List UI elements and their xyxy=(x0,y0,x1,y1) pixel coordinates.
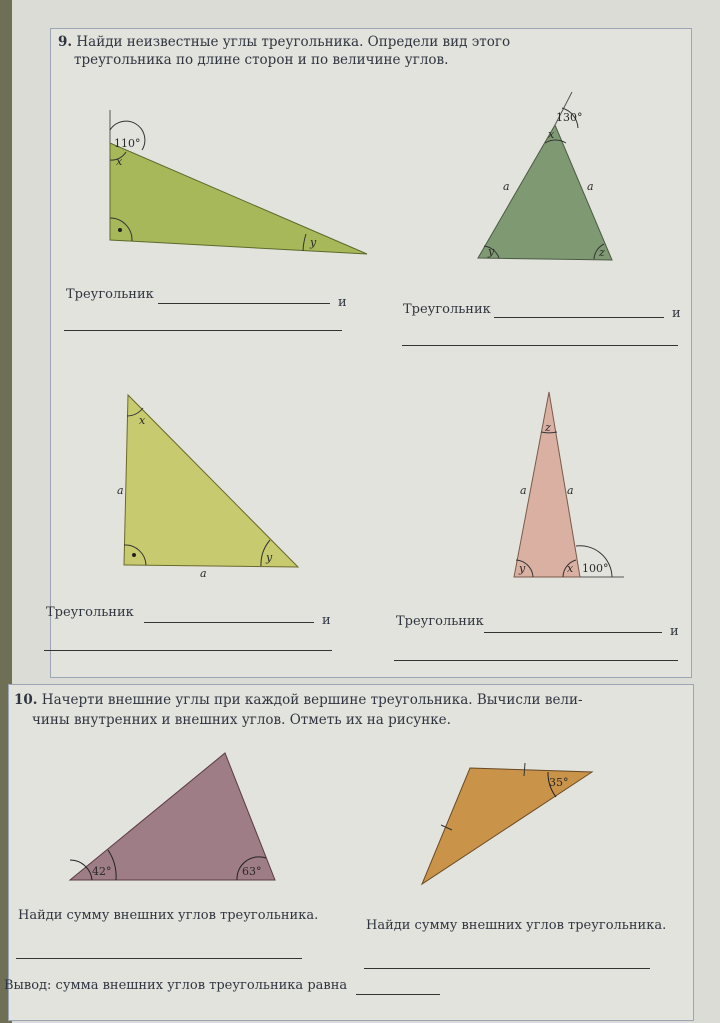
fig2-side-a-right: a xyxy=(587,180,594,193)
fig1-answer-line-2[interactable] xyxy=(64,330,342,331)
task-10-line2: чины внутренних и внешних углов. Отметь их на рисунке. xyxy=(32,712,451,728)
fig4-side-a-left: a xyxy=(520,484,527,497)
fig1-conj: и xyxy=(338,295,347,310)
fig1-answer-label: Треугольник xyxy=(66,287,154,302)
fig6-angle-35: 35° xyxy=(549,776,569,789)
fig2-side-a-left: a xyxy=(503,180,510,193)
fig2-answer-label: Треугольник xyxy=(403,302,491,317)
figure-6-triangle xyxy=(422,763,592,884)
conclusion-answer-line[interactable] xyxy=(356,994,440,995)
fig3-label-x: x xyxy=(139,414,146,427)
figure-1-triangle xyxy=(110,110,367,254)
figure-2-triangle xyxy=(478,92,612,260)
fig4-answer-line-1[interactable] xyxy=(484,632,662,633)
figure-5-triangle xyxy=(70,753,275,880)
fig3-answer-line-2[interactable] xyxy=(44,650,332,651)
fig4-label-x: x xyxy=(567,562,574,575)
task-10-text: Начерти внешние углы при каждой вершине треугольника. Вычисли вели- xyxy=(41,692,583,708)
fig4-conj: и xyxy=(670,624,679,639)
fig6-sum-line[interactable] xyxy=(364,968,650,969)
fig5-angle-42: 42° xyxy=(92,865,112,878)
fig2-label-z: z xyxy=(599,246,605,259)
fig1-label-y: y xyxy=(310,236,317,249)
fig1-label-x: x xyxy=(116,155,123,168)
task-9-number: 9. xyxy=(58,34,73,50)
fig5-sum-prompt: Найди сумму внешних углов треугольника. xyxy=(18,908,319,923)
figure-4-triangle xyxy=(514,392,624,577)
figure-3-triangle xyxy=(117,395,298,580)
fig2-answer-line-1[interactable] xyxy=(494,317,664,318)
fig4-answer-line-2[interactable] xyxy=(394,660,678,661)
fig1-angle-110: 110° xyxy=(114,137,141,150)
fig3-side-a-bottom: a xyxy=(200,567,207,580)
fig3-conj: и xyxy=(322,613,331,628)
fig3-side-a-left: a xyxy=(117,484,124,497)
fig5-sum-line[interactable] xyxy=(16,958,302,959)
fig1-answer-line-1[interactable] xyxy=(158,303,330,304)
fig2-conj: и xyxy=(672,306,681,321)
fig4-label-y: y xyxy=(519,562,526,575)
fig6-sum-prompt: Найди сумму внешних углов треугольника. xyxy=(366,918,667,933)
fig2-answer-line-2[interactable] xyxy=(402,345,678,346)
fig2-angle-130: 130° xyxy=(556,111,583,124)
conclusion-text: Вывод: сумма внешних углов треугольника равна xyxy=(4,978,348,993)
task-9-line2: треугольника по длине сторон и по величине углов. xyxy=(74,52,449,68)
fig4-angle-100: 100° xyxy=(582,562,609,575)
fig3-label-y: y xyxy=(266,551,273,564)
task-10-number: 10. xyxy=(14,692,38,708)
task-9-text: Найди неизвестные углы треугольника. Определи вид этого xyxy=(76,34,511,50)
fig5-angle-63: 63° xyxy=(242,865,262,878)
fig2-label-y: y xyxy=(488,245,495,258)
fig4-answer-label: Треугольник xyxy=(396,614,484,629)
fig4-label-z: z xyxy=(545,421,551,434)
fig2-label-x: x xyxy=(548,128,555,141)
fig3-answer-label: Треугольник xyxy=(46,605,134,620)
fig3-answer-line-1[interactable] xyxy=(144,622,314,623)
fig4-side-a-right: a xyxy=(567,484,574,497)
